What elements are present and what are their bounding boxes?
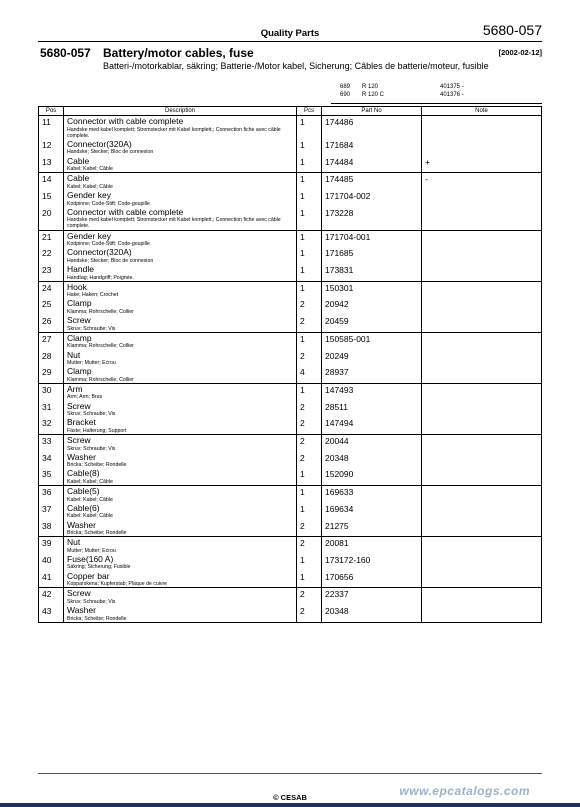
part-number-cell: 170656	[322, 571, 422, 588]
note-cell	[422, 207, 542, 230]
description-cell	[64, 315, 297, 332]
pcs-cell: 2	[297, 298, 322, 315]
note-cell	[422, 417, 542, 434]
pcs-cell: 1	[297, 247, 322, 264]
description-cell	[64, 588, 297, 605]
pos-cell: 26	[39, 315, 64, 332]
model-divider	[331, 103, 542, 104]
part-number-cell: 173228	[322, 207, 422, 230]
description-cell	[64, 435, 297, 452]
part-translation: Handske med kabel komplett; Stromstecker mit Kabel komplett.; Connection fiche avec câble complete.	[67, 126, 281, 139]
part-description: Washer	[67, 519, 96, 530]
part-description: Connector with cable complete	[67, 206, 184, 217]
part-description: Clamp	[67, 332, 92, 343]
part-number-cell: 20459	[322, 315, 422, 332]
table-row	[39, 207, 542, 230]
part-description: Clamp	[67, 298, 92, 309]
parts-table	[38, 106, 542, 623]
part-number-cell: 173831	[322, 264, 422, 281]
description-cell	[64, 281, 297, 298]
note-cell	[422, 350, 542, 367]
pos-cell: 33	[39, 435, 64, 452]
part-description: Cable(8)	[67, 468, 100, 479]
part-translation: Handske; Stecker; Bloc de connexion	[67, 149, 154, 156]
part-number-cell: 147494	[322, 417, 422, 434]
pos-cell: 35	[39, 468, 64, 485]
pcs-cell: 1	[297, 332, 322, 349]
part-number-cell: 150301	[322, 281, 422, 298]
description-cell	[64, 554, 297, 571]
header-divider	[38, 41, 542, 42]
note-cell	[422, 298, 542, 315]
table-row	[39, 298, 542, 315]
model-serial: 401375 -	[440, 84, 464, 90]
model-name: R 120	[362, 84, 379, 90]
pos-cell: 12	[39, 139, 64, 156]
note-cell	[422, 383, 542, 400]
table-row	[39, 116, 542, 139]
note-cell	[422, 116, 542, 139]
part-translation: Klamma; Rohrschelle; Collier	[67, 376, 134, 383]
part-translation: Säkring; Sicherung; Fusible	[67, 564, 131, 571]
section-title: Battery/motor cables, fuse	[103, 46, 254, 60]
pcs-cell: 2	[297, 315, 322, 332]
part-number-cell: 20081	[322, 537, 422, 554]
table-row	[39, 281, 542, 298]
page-header-title: Quality Parts	[260, 28, 320, 39]
pcs-cell: 1	[297, 486, 322, 503]
part-translation: Kodpinne; Code-Stift; Code-goupille	[67, 241, 150, 248]
table-row	[39, 366, 542, 383]
description-cell	[64, 207, 297, 230]
note-cell	[422, 139, 542, 156]
part-translation: Bricka; Scheibe; Rondelle	[67, 462, 127, 469]
pos-cell: 25	[39, 298, 64, 315]
part-description: Connector with cable complete	[67, 116, 184, 126]
parts-table-body	[39, 116, 542, 623]
col-header-pcs: Pcs	[297, 107, 322, 116]
note-cell	[422, 281, 542, 298]
part-description: Screw	[67, 588, 91, 599]
description-cell	[64, 417, 297, 434]
part-number-cell: 28937	[322, 366, 422, 383]
part-description: Handle	[67, 264, 94, 275]
part-number-cell: 171685	[322, 247, 422, 264]
col-header-description: Description	[64, 107, 297, 116]
note-cell	[422, 537, 542, 554]
description-cell	[64, 571, 297, 588]
pcs-cell: 2	[297, 350, 322, 367]
table-row	[39, 190, 542, 207]
pcs-cell: 2	[297, 401, 322, 418]
table-header-row	[39, 107, 542, 116]
pos-cell: 15	[39, 190, 64, 207]
description-cell	[64, 139, 297, 156]
part-description: Cable	[67, 155, 90, 166]
table-row	[39, 520, 542, 537]
part-description: Connector(320A)	[67, 247, 132, 258]
part-description: Arm	[67, 383, 83, 394]
part-number-cell: 174484	[322, 156, 422, 173]
pos-cell: 28	[39, 350, 64, 367]
note-cell	[422, 230, 542, 247]
table-row	[39, 139, 542, 156]
part-description: Screw	[67, 400, 91, 411]
part-translation: Bricka; Scheibe; Rondelle	[67, 530, 127, 537]
model-name: R 120 C	[362, 92, 385, 98]
col-header-pos: Pos	[39, 107, 64, 116]
description-cell	[64, 230, 297, 247]
pcs-cell: 2	[297, 537, 322, 554]
note-cell	[422, 332, 542, 349]
pcs-cell: 2	[297, 605, 322, 622]
table-row	[39, 452, 542, 469]
part-number-cell: 20942	[322, 298, 422, 315]
pcs-cell: 1	[297, 571, 322, 588]
model-list	[340, 83, 464, 99]
part-number-cell: 20348	[322, 452, 422, 469]
section-code: 5680-057	[40, 46, 91, 60]
model-row	[340, 91, 464, 99]
description-cell	[64, 605, 297, 622]
part-number-cell: 20348	[322, 605, 422, 622]
part-description: Copper bar	[67, 570, 110, 581]
pos-cell: 30	[39, 383, 64, 400]
description-cell	[64, 486, 297, 503]
part-translation: Mutter; Mutter; Ecrou	[67, 360, 116, 367]
note-cell	[422, 247, 542, 264]
note-cell	[422, 520, 542, 537]
note-cell	[422, 468, 542, 485]
part-translation: Arm; Arm; Bras	[67, 394, 103, 401]
part-number-cell: 150585-001	[322, 332, 422, 349]
description-cell	[64, 332, 297, 349]
part-description: Nut	[67, 349, 81, 360]
part-number-cell: 21275	[322, 520, 422, 537]
pos-cell: 22	[39, 247, 64, 264]
part-description: Hook	[67, 281, 87, 292]
part-description: Cable	[67, 173, 90, 184]
pcs-cell: 1	[297, 554, 322, 571]
part-number-cell: 174486	[322, 116, 422, 139]
pos-cell: 31	[39, 401, 64, 418]
note-cell	[422, 554, 542, 571]
pcs-cell: 2	[297, 452, 322, 469]
part-translation: Kabel; Kabel; Câble	[67, 513, 113, 520]
section-translations: Batteri-/motorkablar, säkring; Batterie-/Motor kabel, Sicherung; Câbles de batterie/moteur, fusible	[103, 61, 489, 71]
bottom-bar	[0, 803, 580, 807]
pcs-cell: 1	[297, 264, 322, 281]
description-cell	[64, 247, 297, 264]
part-description: Connector(320A)	[67, 138, 132, 149]
pos-cell: 11	[39, 116, 64, 139]
description-cell	[64, 401, 297, 418]
pos-cell: 34	[39, 452, 64, 469]
description-cell	[64, 537, 297, 554]
description-cell	[64, 156, 297, 173]
note-cell	[422, 503, 542, 520]
table-row	[39, 554, 542, 571]
pos-cell: 14	[39, 173, 64, 190]
table-row	[39, 401, 542, 418]
part-translation: Kopparskena; Kupferstab; Plaque de cuivre	[67, 581, 168, 588]
model-number: 690	[340, 92, 351, 98]
pos-cell: 29	[39, 366, 64, 383]
part-translation: Bricka; Scheibe; Rondelle	[67, 615, 127, 622]
pos-cell: 36	[39, 486, 64, 503]
pcs-cell: 1	[297, 139, 322, 156]
description-cell	[64, 452, 297, 469]
description-cell	[64, 298, 297, 315]
part-translation: Kabel; Kabel; Câble	[67, 478, 113, 485]
part-description: Washer	[67, 451, 96, 462]
description-cell	[64, 520, 297, 537]
table-row	[39, 468, 542, 485]
model-number: 689	[340, 84, 351, 90]
pos-cell: 20	[39, 207, 64, 230]
part-translation: Kodpinne; Code-Stift; Code-goupille	[67, 200, 150, 207]
part-translation: Skruv; Schraube; Vis	[67, 411, 116, 418]
note-cell	[422, 315, 542, 332]
description-cell	[64, 264, 297, 281]
part-number-cell: 171684	[322, 139, 422, 156]
pcs-cell: 1	[297, 207, 322, 230]
page-header-code: 5680-057	[482, 22, 542, 38]
pcs-cell: 1	[297, 503, 322, 520]
note-cell	[422, 264, 542, 281]
pcs-cell: 2	[297, 520, 322, 537]
table-row	[39, 264, 542, 281]
part-translation: Fäste; Halterung; Support	[67, 427, 127, 434]
pcs-cell: 1	[297, 468, 322, 485]
description-cell	[64, 383, 297, 400]
part-number-cell: 152090	[322, 468, 422, 485]
note-cell	[422, 588, 542, 605]
part-number-cell: 174485	[322, 173, 422, 190]
pcs-cell: 1	[297, 173, 322, 190]
description-cell	[64, 366, 297, 383]
table-row	[39, 332, 542, 349]
part-description: Screw	[67, 315, 91, 326]
part-description: Washer	[67, 605, 96, 616]
model-serial: 401376 -	[440, 92, 464, 98]
description-cell	[64, 503, 297, 520]
pcs-cell: 4	[297, 366, 322, 383]
part-description: Screw	[67, 435, 91, 446]
description-cell	[64, 116, 297, 139]
part-number-cell: 173172-160	[322, 554, 422, 571]
note-cell	[422, 190, 542, 207]
table-row	[39, 571, 542, 588]
part-description: Fuse(160 A)	[67, 553, 114, 564]
pos-cell: 24	[39, 281, 64, 298]
part-description: Nut	[67, 537, 81, 548]
pos-cell: 21	[39, 230, 64, 247]
col-header-note: Note	[422, 107, 542, 116]
pos-cell: 37	[39, 503, 64, 520]
pcs-cell: 1	[297, 281, 322, 298]
part-translation: Handtag; Handgriff; Poignée.	[67, 274, 134, 281]
part-number-cell: 20249	[322, 350, 422, 367]
pos-cell: 27	[39, 332, 64, 349]
part-description: Cable(6)	[67, 502, 100, 513]
part-description: Bracket	[67, 417, 96, 428]
part-description: Gender key	[67, 230, 111, 241]
table-row	[39, 503, 542, 520]
pos-cell: 43	[39, 605, 64, 622]
footer-url: www.epcatalogs.com	[399, 784, 530, 798]
table-row	[39, 537, 542, 554]
part-number-cell: 169633	[322, 486, 422, 503]
cesab-logo: © CESAB	[273, 793, 307, 802]
table-row	[39, 417, 542, 434]
part-number-cell: 171704-002	[322, 190, 422, 207]
pos-cell: 13	[39, 156, 64, 173]
description-cell	[64, 350, 297, 367]
pos-cell: 32	[39, 417, 64, 434]
col-header-part-no: Part No	[322, 107, 422, 116]
part-translation: Klamma; Rohrschelle; Collier	[67, 343, 134, 350]
table-row	[39, 173, 542, 190]
pcs-cell: 1	[297, 383, 322, 400]
part-number-cell: 22337	[322, 588, 422, 605]
note-cell	[422, 366, 542, 383]
pos-cell: 40	[39, 554, 64, 571]
table-row	[39, 230, 542, 247]
section-date: [2002-02-12]	[498, 48, 542, 57]
part-translation: Kabel; Kabel; Câble	[67, 496, 113, 503]
table-row	[39, 383, 542, 400]
table-row	[39, 486, 542, 503]
part-number-cell: 171704-001	[322, 230, 422, 247]
part-number-cell: 147493	[322, 383, 422, 400]
table-row	[39, 156, 542, 173]
part-translation: Hake; Haken; Crochet	[67, 292, 119, 299]
part-translation: Mutter; Mutter; Ecrou	[67, 547, 116, 554]
note-cell	[422, 605, 542, 622]
part-translation: Kabel; Kabel; Câble	[67, 183, 113, 190]
part-number-cell: 169634	[322, 503, 422, 520]
description-cell	[64, 190, 297, 207]
part-translation: Klamma; Rohrschelle; Collier	[67, 308, 134, 315]
pos-cell: 38	[39, 520, 64, 537]
note-cell: +	[422, 156, 542, 173]
part-translation: Handske; Stecker; Bloc de connexion	[67, 257, 154, 264]
note-cell	[422, 452, 542, 469]
model-row	[340, 83, 464, 91]
part-description: Cable(5)	[67, 486, 100, 497]
part-translation: Skruv; Schraube; Vis	[67, 598, 116, 605]
pcs-cell: 2	[297, 435, 322, 452]
pcs-cell: 1	[297, 156, 322, 173]
note-cell	[422, 435, 542, 452]
table-row	[39, 435, 542, 452]
pos-cell: 41	[39, 571, 64, 588]
note-cell	[422, 486, 542, 503]
pcs-cell: 1	[297, 190, 322, 207]
table-row	[39, 605, 542, 622]
description-cell	[64, 173, 297, 190]
footer-divider	[38, 773, 542, 774]
table-row	[39, 315, 542, 332]
pos-cell: 39	[39, 537, 64, 554]
pcs-cell: 2	[297, 417, 322, 434]
part-number-cell: 20044	[322, 435, 422, 452]
pcs-cell: 2	[297, 588, 322, 605]
pos-cell: 42	[39, 588, 64, 605]
note-cell	[422, 401, 542, 418]
pcs-cell: 1	[297, 116, 322, 139]
part-number-cell: 28511	[322, 401, 422, 418]
part-translation: Skruv; Schraube; Vis	[67, 445, 116, 452]
note-cell: -	[422, 173, 542, 190]
note-cell	[422, 571, 542, 588]
part-translation: Handske med kabel komplett; Stromstecker mit Kabel komplett.; Connection fiche avec câble complete.	[67, 217, 281, 230]
table-row	[39, 247, 542, 264]
part-translation: Skruv; Schraube; Vis	[67, 325, 116, 332]
pos-cell: 23	[39, 264, 64, 281]
pcs-cell: 1	[297, 230, 322, 247]
part-description: Gender key	[67, 190, 111, 201]
table-row	[39, 588, 542, 605]
part-translation: Kabel; Kabel; Câble	[67, 166, 113, 173]
part-description: Clamp	[67, 366, 92, 377]
table-row	[39, 350, 542, 367]
description-cell	[64, 468, 297, 485]
